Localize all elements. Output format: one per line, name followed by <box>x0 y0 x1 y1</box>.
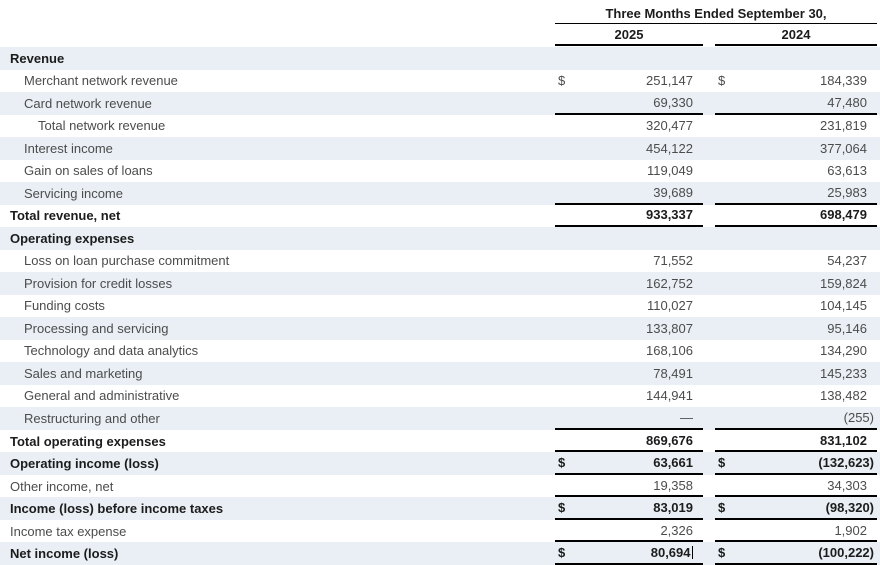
column-header-2024: 2024 <box>715 26 877 46</box>
table-row <box>0 385 880 408</box>
column-gap <box>703 542 715 565</box>
value-2024-cell: $ (98,320) <box>715 497 877 520</box>
value-2025-cell: 320,477 <box>646 118 693 134</box>
table-row <box>0 317 880 340</box>
table-row <box>0 47 880 70</box>
table-row <box>0 407 880 430</box>
row-label: General and administrative <box>24 388 180 404</box>
column-gap <box>703 205 715 228</box>
value-2025-cell: 2,326 <box>555 520 703 543</box>
value-2025-cell: 162,752 <box>646 275 693 291</box>
value-2024-cell: 63,613 <box>827 163 867 179</box>
value-2024-cell: $ 184,339 <box>718 73 867 89</box>
row-label: Other income, net <box>10 478 114 494</box>
value-2025-cell: 119,049 <box>646 163 693 179</box>
column-gap <box>703 430 715 453</box>
column-gap <box>703 115 715 138</box>
dollar-sign: $ <box>558 73 566 89</box>
value-2024-cell: 25,983 <box>715 182 877 205</box>
table-row <box>0 250 880 273</box>
row-label: Servicing income <box>24 185 123 201</box>
row-label: Income tax expense <box>10 523 127 539</box>
table-row <box>0 362 880 385</box>
value-2025-cell: 69,330 <box>555 92 703 115</box>
column-gap <box>703 92 715 115</box>
table-row <box>0 430 880 453</box>
row-label: Restructuring and other <box>24 411 160 426</box>
column-gap <box>703 317 715 340</box>
value-2025-cell: 19,358 <box>555 475 703 498</box>
table-row <box>0 115 880 138</box>
value-2024-cell: 1,902 <box>715 520 877 543</box>
column-gap <box>703 385 715 408</box>
value-2025-cell <box>555 227 703 250</box>
table-row <box>0 160 880 183</box>
value-2024-cell: 831,102 <box>715 430 877 453</box>
row-label: Funding costs <box>24 298 105 314</box>
value-2025-cell: 168,106 <box>646 343 693 359</box>
table-row <box>0 182 880 205</box>
value-2024-cell: 145,233 <box>820 365 867 381</box>
column-gap <box>703 475 715 498</box>
row-label: Revenue <box>10 50 65 66</box>
table-row <box>0 137 880 160</box>
row-label: Operating income (loss) <box>10 456 159 472</box>
column-gap <box>703 295 715 318</box>
dollar-sign: $ <box>718 73 726 89</box>
value-2024-cell: 138,482 <box>820 388 867 404</box>
value-2024-cell: 134,290 <box>820 343 867 359</box>
value-2024-cell: $ (132,623) <box>715 452 877 475</box>
table-row <box>0 475 880 498</box>
table-row <box>0 227 880 250</box>
table-row <box>0 542 880 565</box>
column-gap <box>703 520 715 543</box>
row-label: Total operating expenses <box>10 433 166 449</box>
table-rows <box>0 47 880 565</box>
row-label: Card network revenue <box>24 95 152 111</box>
column-header-2025: 2025 <box>555 26 703 46</box>
dollar-sign: $ <box>718 500 726 516</box>
value-2024-cell: $ (100,222) <box>715 542 877 565</box>
table-row <box>0 92 880 115</box>
value-2024-cell <box>715 47 877 70</box>
column-gap <box>703 250 715 273</box>
value-2025-cell <box>555 47 703 70</box>
value-2024-cell: 377,064 <box>820 140 867 156</box>
column-gap <box>703 272 715 295</box>
column-gap <box>703 497 715 520</box>
value-2024-cell: (255) <box>715 407 877 430</box>
column-gap <box>703 340 715 363</box>
value-2025-cell: $ 251,147 <box>558 73 693 89</box>
row-label: Technology and data analytics <box>24 343 199 359</box>
value-2025-cell: 39,689 <box>555 182 703 205</box>
value-2024-cell: 54,237 <box>827 253 867 269</box>
column-gap <box>703 47 715 70</box>
row-label: Operating expenses <box>10 230 135 246</box>
table-row <box>0 497 880 520</box>
table-period-header: Three Months Ended September 30, <box>555 5 877 24</box>
value-2024-cell: 95,146 <box>827 320 867 336</box>
row-label: Gain on sales of loans <box>24 163 153 179</box>
dollar-sign: $ <box>558 455 566 471</box>
table-row <box>0 340 880 363</box>
value-2025-cell: 144,941 <box>646 388 693 404</box>
table-row <box>0 205 880 228</box>
dollar-sign: $ <box>718 545 726 561</box>
value-2024-cell: 698,479 <box>715 205 877 228</box>
column-gap <box>703 160 715 183</box>
row-label: Provision for credit losses <box>24 275 173 291</box>
row-label: Loss on loan purchase commitment <box>24 253 230 269</box>
row-label: Interest income <box>24 140 113 156</box>
column-gap <box>703 452 715 475</box>
table-row <box>0 70 880 93</box>
dollar-sign: $ <box>558 545 566 561</box>
table-row <box>0 295 880 318</box>
table-row <box>0 452 880 475</box>
column-gap <box>703 362 715 385</box>
row-label: Net income (loss) <box>10 546 119 562</box>
dollar-sign: $ <box>558 500 566 516</box>
dollar-sign: $ <box>718 455 726 471</box>
value-2024-cell: 231,819 <box>820 118 867 134</box>
row-label: Processing and servicing <box>24 320 169 336</box>
value-2024-cell <box>715 227 877 250</box>
value-2025-cell: 71,552 <box>653 253 693 269</box>
table-row <box>0 272 880 295</box>
column-gap <box>703 137 715 160</box>
value-2024-cell: 104,145 <box>820 298 867 314</box>
column-gap <box>703 70 715 93</box>
value-2025-cell: 454,122 <box>646 140 693 156</box>
value-2025-cell: 133,807 <box>646 320 693 336</box>
column-gap <box>703 407 715 430</box>
text-cursor <box>692 546 694 559</box>
value-2025-cell: $ 63,661 <box>555 452 703 475</box>
table-row <box>0 520 880 543</box>
value-2025-cell: 110,027 <box>646 298 693 314</box>
column-gap <box>703 227 715 250</box>
value-2025-cell: $ 83,019 <box>555 497 703 520</box>
value-2025-cell: — <box>555 407 703 430</box>
value-2024-cell: 47,480 <box>715 92 877 115</box>
value-2025-cell: 933,337 <box>555 205 703 228</box>
value-2024-cell: 159,824 <box>820 275 867 291</box>
row-label: Income (loss) before income taxes <box>10 501 224 517</box>
row-label: Total revenue, net <box>10 208 121 224</box>
value-2024-cell: 34,303 <box>715 475 877 498</box>
value-2025-cell: 869,676 <box>555 430 703 453</box>
row-label: Total network revenue <box>38 118 166 134</box>
value-2025-cell[interactable]: $ 80,694 <box>555 542 703 565</box>
value-2025-cell: 78,491 <box>653 365 693 381</box>
row-label: Sales and marketing <box>24 365 143 381</box>
row-label: Merchant network revenue <box>24 73 178 89</box>
column-gap <box>703 182 715 205</box>
